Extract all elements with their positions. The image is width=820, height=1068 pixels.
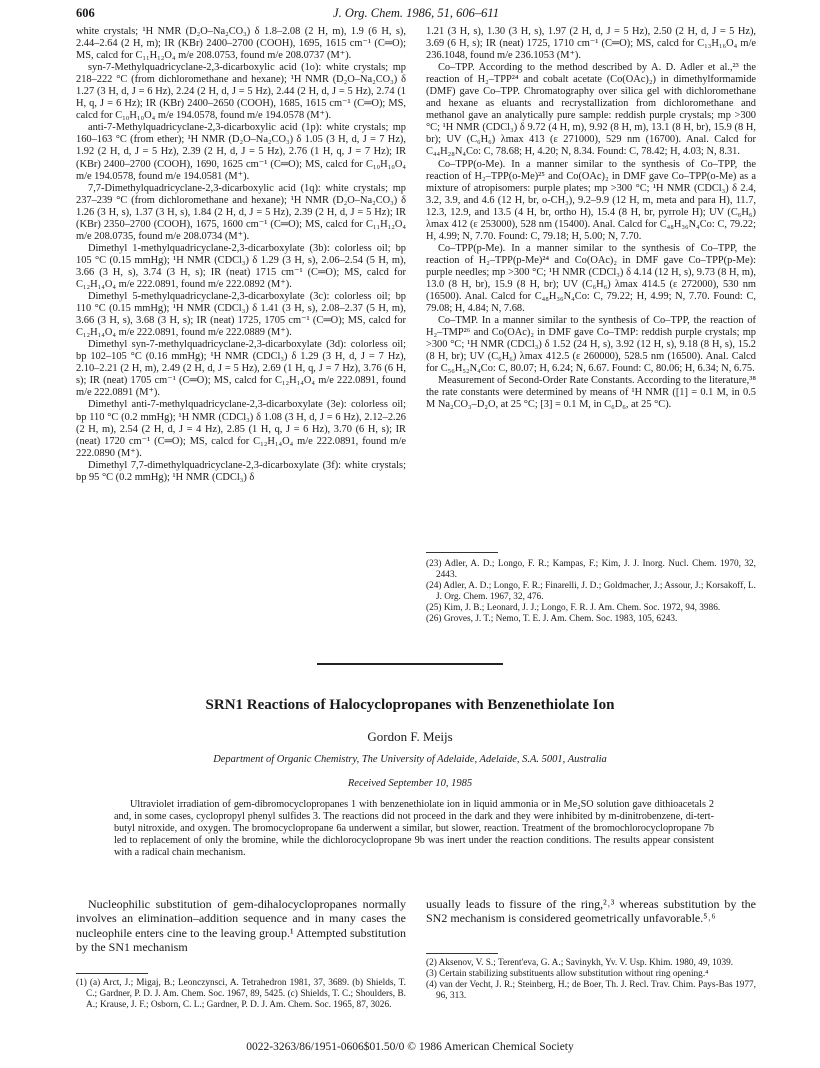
- paragraph: Co–TPP. According to the method described by A. D. Adler et al.,²³ the reaction of H₂–TPP²⁴ and cobalt acetate (Co(OAc)₂) in dimethylformamide (DMF) gave Co–TPP. Chromatography over silica gel with dichloromethane and hexane as eluants and recrystallization from dichloromethane and methanol gave an analytically pure sample: reddish purple crystals; mp >300 °C; ¹H NMR (CDCl₃) δ 9.72 (4 H, m), 9.92 (8 H, m), 13.1 (8 H, br), 15.9 (8 H, br); UV (C₆H₆) λmax 413 (ε 271000), 529 nm (16700). Anal. Calcd for C₄₄H₂₈N₄Co: C, 78.68; H, 4.20; N, 8.34. Found: C, 78.42; H, 4.03; N, 8.31.: [426, 62, 756, 158]
- paragraph: Co–TPP(p-Me). In a manner similar to the synthesis of Co–TPP, the reaction of H₂–TPP(p-Me)²⁴ and Co(OAc)₂ in DMF gave Co–TPP(p-Me): purple needles; mp >300 °C; ¹H NMR (CDCl₃) δ 4.14 (12 H, s), 9.73 (8 H, m), 13.0 (8 H, br), 15.9 (8 H, br); UV (C₆H₆) λmax 414.5 (ε 272000), 530 nm (16500). Anal. Calcd for C₄₈H₃₆N₄Co: C, 79.22; H, 4.99; N, 7.70. Found: C, 79.08; H, 4.84; N, 7.68.: [426, 242, 756, 315]
- experimental-right-column: [426, 26, 756, 412]
- footnote-item: (4) van der Vecht, J. R.; Steinberg, H.; de Boer, Th. J. Recl. Trav. Chim. Pays-Bas 1977, 96, 313.: [426, 980, 756, 1001]
- paragraph: 1.21 (3 H, s), 1.30 (3 H, s), 1.97 (2 H, d, J = 5 Hz), 2.50 (2 H, d, J = 5 Hz), 3.69 (6 H, s); IR (neat) 1725, 1710 cm⁻¹ (C═O); MS, calcd for C₁₃H₁₆O₄ m/e 236.1048, found m/e 236.1053 (M⁺).: [426, 26, 756, 62]
- paragraph: anti-7-Methylquadricyclane-2,3-dicarboxylic acid (1p): white crystals; mp 160–163 °C (from ether); ¹H NMR (D₂O–Na₂CO₃) δ 1.05 (3 H, d, J = 7 Hz), 1.92 (2 H, d, J = 5 Hz), 2.39 (2 H, d, J = 5 Hz), 2.76 (1 H, q, J = 7 Hz); IR (KBr) 2400–2700 (COOH), 1690, 1625 cm⁻¹ (C═O); MS, calcd for C₁₀H₁₀O₄ m/e 194.0578, found m/e 194.0581 (M⁺).: [76, 122, 406, 182]
- page-header: [76, 6, 756, 24]
- paragraph: Co–TMP. In a manner similar to the synthesis of Co–TPP, the reaction of H₂–TMP²⁶ and Co(OAc)₂ in DMF gave Co–TMP: reddish purple crystals; mp >300 °C; ¹H NMR (CDCl₃) δ 1.52 (24 H, s), 3.92 (12 H, s), 9.18 (8 H, s), 15.2 (8 H, br); UV (C₆H₆) λmax 412.5 (ε 260000), 528.5 nm (16500). Anal. Calcd for C₅₆H₅₂N₄Co: C, 80.07; H, 6.24; N, 6.67. Found: C, 80.06; H, 6.34; N, 6.75.: [426, 315, 756, 375]
- abstract-text: Ultraviolet irradiation of gem-dibromocyclopropanes 1 with benzenethiolate ion in liquid ammonia or in Me₂SO solution gave dithioacetals 2 and, in some cases, cyclopropyl phenyl sulfides 3. The reactions did not proceed in the dark and they were inhibited by m-dinitrobenzene, di-tert-butyl nitroxide, and oxygen. The bromocyclopropane 6a underwent a similar, but slower, reaction. Treatment of the bromochlorocyclopropane 7b led to replacement of only the bromine, while the dichlorocyclopropane 9b was inert under the reaction conditions. The results appear consistent with a radical chain mechanism.: [114, 799, 714, 858]
- paragraph: Dimethyl 7,7-dimethylquadricyclane-2,3-dicarboxylate (3f): white crystals; bp 95 °C (0.2 mmHg); ¹H NMR (CDCl₃) δ: [76, 459, 406, 483]
- paragraph: Dimethyl 5-methylquadricyclane-2,3-dicarboxylate (3c): colorless oil; bp 110 °C (0.15 mmHg); ¹H NMR (CDCl₃) δ 1.41 (3 H, s), 2.08–2.37 (5 H, m), 3.66 (3 H, s), 3.68 (3 H, s); IR (neat) 1725, 1705 cm⁻¹ (C═O); MS, calcd for C₁₂H₁₄O₄ m/e 222.0891, found m/e 222.0889 (M⁺).: [76, 291, 406, 339]
- article-title: SRN1 Reactions of Halocyclopropanes with Benzenethiolate Ion: [205, 697, 615, 713]
- author-name: Gordon F. Meijs: [367, 729, 453, 744]
- paragraph: white crystals; ¹H NMR (D₂O–Na₂CO₃) δ 1.8–2.08 (2 H, m), 1.9 (6 H, s), 2.44–2.64 (2 H, m); IR (KBr) 2400–2700 (COOH), 1695, 1615 cm⁻¹ (C═O); MS, calcd for C₁₁H₁₂O₄ m/e 208.0753, found m/e 208.0737 (M⁺).: [76, 26, 406, 62]
- footnote-item: (3) Certain stabilizing substituents allow substitution without ring opening.⁴: [426, 969, 709, 979]
- footnote-item: (2) Aksenov, V. S.; Terent'eva, G. A.; Savinykh, Yv. V. Usp. Khim. 1980, 49, 1039.: [426, 958, 734, 968]
- paragraph: 7,7-Dimethylquadricyclane-2,3-dicarboxylic acid (1q): white crystals; mp 237–239 °C (from dichloromethane and hexane); ¹H NMR (D₂O–Na₂CO₃) δ 1.26 (3 H, s), 1.37 (3 H, s), 1.84 (2 H, d, J = 5 Hz), 2.39 (2 H, d, J = 5 Hz); IR (KBr) 2350–2700 (COOH), 1675, 1600 cm⁻¹ (C═O); MS, calcd for C₁₁H₁₂O₄ m/e 208.0735, found m/e 208.0734 (M⁺).: [76, 182, 406, 242]
- paragraph: Measurement of Second-Order Rate Constants. According to the literature,³⁸ the rate constants were determined by means of ¹H NMR ([1] = 0.1 M, in 0.5 M Na₂CO₃–D₂O, at 25 °C; [3] = 0.1 M, in C₆D₆, at 25 °C).: [426, 375, 756, 411]
- footnote-item: (1) (a) Arct, J.; Migaj, B.; Leonczynsci, A. Tetrahedron 1981, 37, 3689. (b) Shields, T. C.; Gardner, P. D. J. Am. Chem. Soc. 1967, 89, 5425. (c) Shields, T. C.; Shoulders, B. A.; Krause, J. F.; Osborn, C. L.; Gardner, P. D. J. Am. Chem. Soc. 1965, 87, 3026.: [76, 978, 406, 1010]
- paragraph: Dimethyl anti-7-methylquadricyclane-2,3-dicarboxylate (3e): colorless oil; bp 110 °C (0.2 mmHg); ¹H NMR (CDCl₃) δ 1.08 (3 H, d, J = 6 Hz), 2.12–2.26 (2 H, m), 2.54 (2 H, d, J = 4 Hz), 2.85 (1 H, q, J = 6 Hz), 3.70 (6 H, s); IR (neat) 1720 cm⁻¹ (C═O); MS, calcd for C₁₂H₁₄O₄ m/e 222.0891, found m/e 222.0890 (M⁺).: [76, 399, 406, 459]
- footnotes-left: [76, 978, 406, 1011]
- received-date: Received September 10, 1985: [347, 778, 473, 789]
- body-paragraph: Nucleophilic substitution of gem-dihalocyclopropanes normally involves an elimination–addition sequence and in many cases the nucleophile enters cine to the leaving group.¹ Attempted substitution by the SN1 mechanism: [76, 897, 406, 955]
- reference-item: (25) Kim, J. B.; Leonard, J. J.; Longo, F. R. J. Am. Chem. Soc. 1972, 94, 3986.: [426, 603, 721, 613]
- reference-item: (26) Groves, J. T.; Nemo, T. E. J. Am. Chem. Soc. 1983, 105, 6243.: [426, 614, 678, 624]
- paragraph: Co–TPP(o-Me). In a manner similar to the synthesis of Co–TPP, the reaction of H₂–TPP(o-Me)²⁵ and Co(OAc)₂ in DMF gave Co–TPP(o-Me) as a mixture of atropisomers: purple plates; mp >300 °C; ¹H NMR (CDCl₃) δ 2.4, 3.2, 3.9, and 4.6 (12 H, br, o-CH₃), 9.2–9.9 (12 H, m, meta and para H), 11.7, 12.3, 12.9, and 13.5 (4 H, br, ortho H), 15.4 (8 H, br, pyrrole H); UV (C₆H₆) λmax 412 (ε 253000), 528 nm (15400). Anal. Calcd for C₄₈H₃₆N₄Co: C, 79.22; H, 4.99; N, 7.70. Found: C, 79.18; H, 5.00; N, 7.70.: [426, 158, 756, 242]
- experimental-left-column: [76, 26, 406, 484]
- body-left-column: [76, 897, 406, 955]
- footnote-divider: [426, 552, 498, 553]
- affiliation: Department of Organic Chemistry, The University of Adelaide, Adelaide, S.A. 5001, Australia: [213, 754, 607, 765]
- paragraph: syn-7-Methylquadricyclane-2,3-dicarboxylic acid (1o): white crystals; mp 218–222 °C (from dichloromethane and hexane); ¹H NMR (D₂O–Na₂CO₃) δ 1.27 (3 H, d, J = 6 Hz), 2.24 (2 H, d, J = 5 Hz), 2.44 (2 H, d, J = 5 Hz), 2.74 (1 H, q, J = 6 Hz); IR (KBr) 2400–2650 (COOH), 1685, 1615 cm⁻¹ (C═O); MS, calcd for C₁₀H₁₀O₄ m/e 194.0578, found m/e 194.0578 (M⁺).: [76, 62, 406, 122]
- body-right-column: [426, 897, 756, 926]
- journal-citation: J. Org. Chem. 1986, 51, 606–611: [333, 6, 499, 20]
- footnotes-right: [426, 958, 756, 1002]
- body-paragraph: usually leads to fissure of the ring,²˒³ whereas substitution by the SN2 mechanism is considered geometrically unfavorable.⁵˒⁶: [426, 897, 756, 926]
- paragraph: Dimethyl 1-methylquadricyclane-2,3-dicarboxylate (3b): colorless oil; bp 105 °C (0.15 mmHg); ¹H NMR (CDCl₃) δ 1.29 (3 H, s), 2.06–2.54 (5 H, m), 3.66 (3 H, s), 3.74 (3 H, s); IR (neat) 1715 cm⁻¹ (C═O); MS, calcd for C₁₂H₁₄O₄ m/e 222.0891, found m/e 222.0892 (M⁺).: [76, 242, 406, 290]
- reference-list: [426, 559, 756, 625]
- paragraph: Dimethyl syn-7-methylquadricyclane-2,3-dicarboxylate (3d): colorless oil; bp 102–105 °C (0.16 mmHg); ¹H NMR (CDCl₃) δ 1.29 (3 H, d, J = 7 Hz), 2.10–2.21 (2 H, m), 2.49 (2 H, d, J = 5 Hz), 2.69 (1 H, q, J = 7 Hz), 3.76 (6 H, s); IR (neat) 1705 cm⁻¹ (C═O); MS, calcd for C₁₂H₁₄O₄ m/e 222.0891, found m/e 222.0891 (M⁺).: [76, 339, 406, 399]
- reference-item: (23) Adler, A. D.; Longo, F. R.; Kampas, F.; Kim, J. J. Inorg. Nucl. Chem. 1970, 32, 2443.: [426, 559, 756, 580]
- footnote-divider: [76, 973, 148, 974]
- page-number: 606: [76, 6, 95, 20]
- page-footer: 0022-3263/86/1951-0606$01.50/0 © 1986 American Chemical Society: [246, 1041, 574, 1053]
- footnote-divider: [426, 953, 498, 954]
- reference-item: (24) Adler, A. D.; Longo, F. R.; Finarelli, J. D.; Goldmacher, J.; Assour, J.; Korsakoff, L. J. Org. Chem. 1967, 32, 476.: [426, 581, 756, 602]
- article-divider: [317, 663, 503, 665]
- abstract: [114, 799, 714, 859]
